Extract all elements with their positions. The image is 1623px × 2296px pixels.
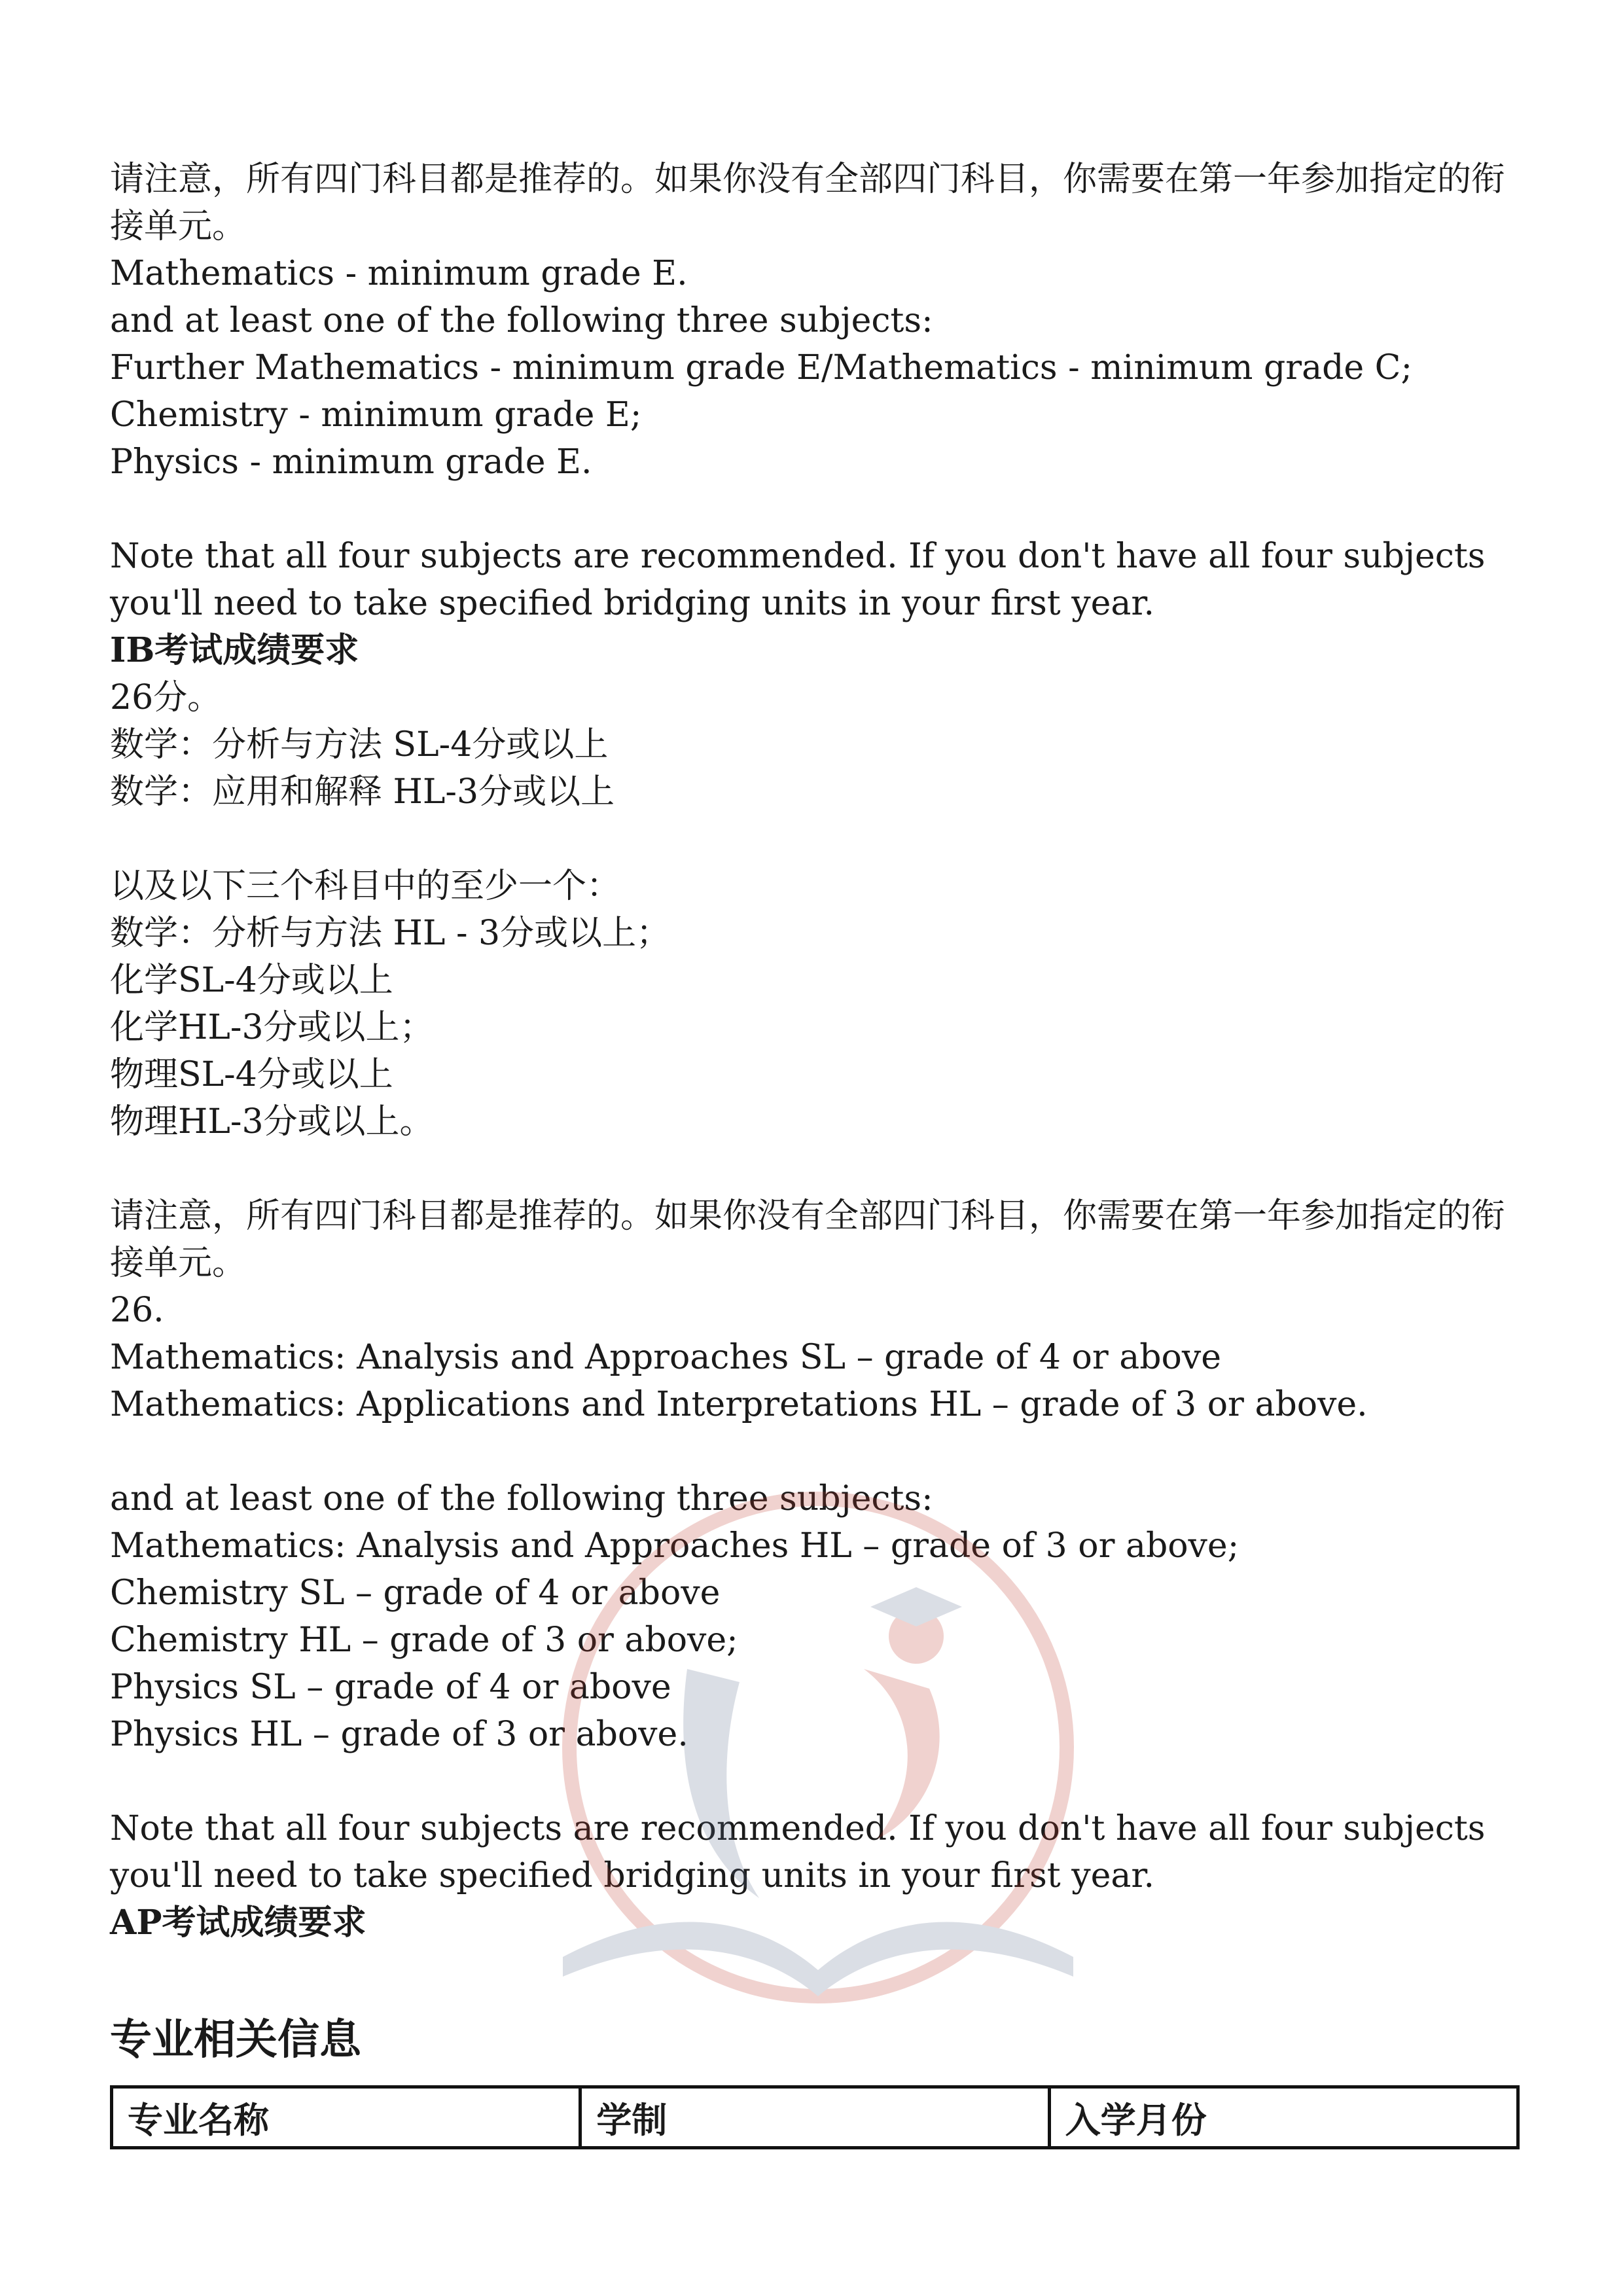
major-info-table [110,2085,1520,2149]
text-line: Physics HL – grade of 3 or above. [110,1715,688,1754]
text-line: and at least one of the following three subjects: [110,1479,933,1518]
text-line: and at least one of the following three subjects: [110,301,933,340]
text-line: 数学：分析与方法 HL - 3分或以上； [110,914,671,953]
text-line: Mathematics: Analysis and Approaches HL – grade of 3 or above; [110,1526,1240,1566]
spacer [110,1145,1524,1193]
text-line: 请注意，所有四门科目都是推荐的。如果你没有全部四门科目，你需要在第一年参加指定的衔接单元。 [110,1196,1506,1283]
paragraph-ib-en [110,1193,1524,1428]
paragraph-ib-en-subjects [110,1475,1524,1758]
ib-requirements-heading: IB考试成绩要求 [110,630,359,670]
text-line: 物理HL-3分或以上。 [110,1102,434,1141]
text-line: 请注意，所有四门科目都是推荐的。如果你没有全部四门科目，你需要在第一年参加指定的衔接单元。 [110,160,1506,246]
paragraph-a-level-note-en [110,533,1524,627]
text-line: 26. [110,1291,164,1330]
paragraph-ib-cn [110,674,1524,816]
paragraph-ib-cn-subjects [110,863,1524,1145]
text-line: 26分。 [110,678,222,717]
text-line: 以及以下三个科目中的至少一个： [110,867,621,906]
text-line: Further Mathematics - minimum grade E/Mathematics - minimum grade C; [110,348,1412,387]
text-line: 化学HL-3分或以上； [110,1008,434,1047]
text-line: 物理SL-4分或以上 [110,1055,393,1094]
table-header-major-name: 专业名称 [112,2087,580,2148]
text-line: 数学：分析与方法 SL-4分或以上 [110,725,609,764]
text-line: Note that all four subjects are recommended. If you don't have all four subjects you'll need to take specified bridging units in your first year. [110,537,1486,623]
paragraph-a-level-notes [110,156,1524,486]
spacer [110,486,1524,533]
text-line: Chemistry - minimum grade E; [110,395,642,435]
spacer [110,1428,1524,1475]
spacer [110,1758,1524,1805]
text-line: Mathematics: Applications and Interpretations HL – grade of 3 or above. [110,1385,1368,1424]
spacer [110,816,1524,863]
text-line: Chemistry HL – grade of 3 or above; [110,1621,738,1660]
text-line: Mathematics - minimum grade E. [110,254,688,293]
paragraph-ib-en-note [110,1805,1524,1899]
text-line: Chemistry SL – grade of 4 or above [110,1573,721,1613]
table-header-intake-month: 入学月份 [1049,2087,1518,2148]
text-line: Note that all four subjects are recommended. If you don't have all four subjects you'll need to take specified bridging units in your first year. [110,1809,1486,1895]
document-body [110,156,1524,1946]
text-line: Physics SL – grade of 4 or above [110,1668,671,1707]
ap-requirements-heading: AP考试成绩要求 [110,1903,366,1943]
section-title: 专业相关信息 [110,2015,361,2064]
text-line: 化学SL-4分或以上 [110,961,393,1000]
text-line: Physics - minimum grade E. [110,442,592,482]
table-header-duration: 学制 [580,2087,1049,2148]
text-line: 数学：应用和解释 HL-3分或以上 [110,772,615,812]
text-line: Mathematics: Analysis and Approaches SL – grade of 4 or above [110,1338,1221,1377]
table-header-row [112,2087,1518,2148]
